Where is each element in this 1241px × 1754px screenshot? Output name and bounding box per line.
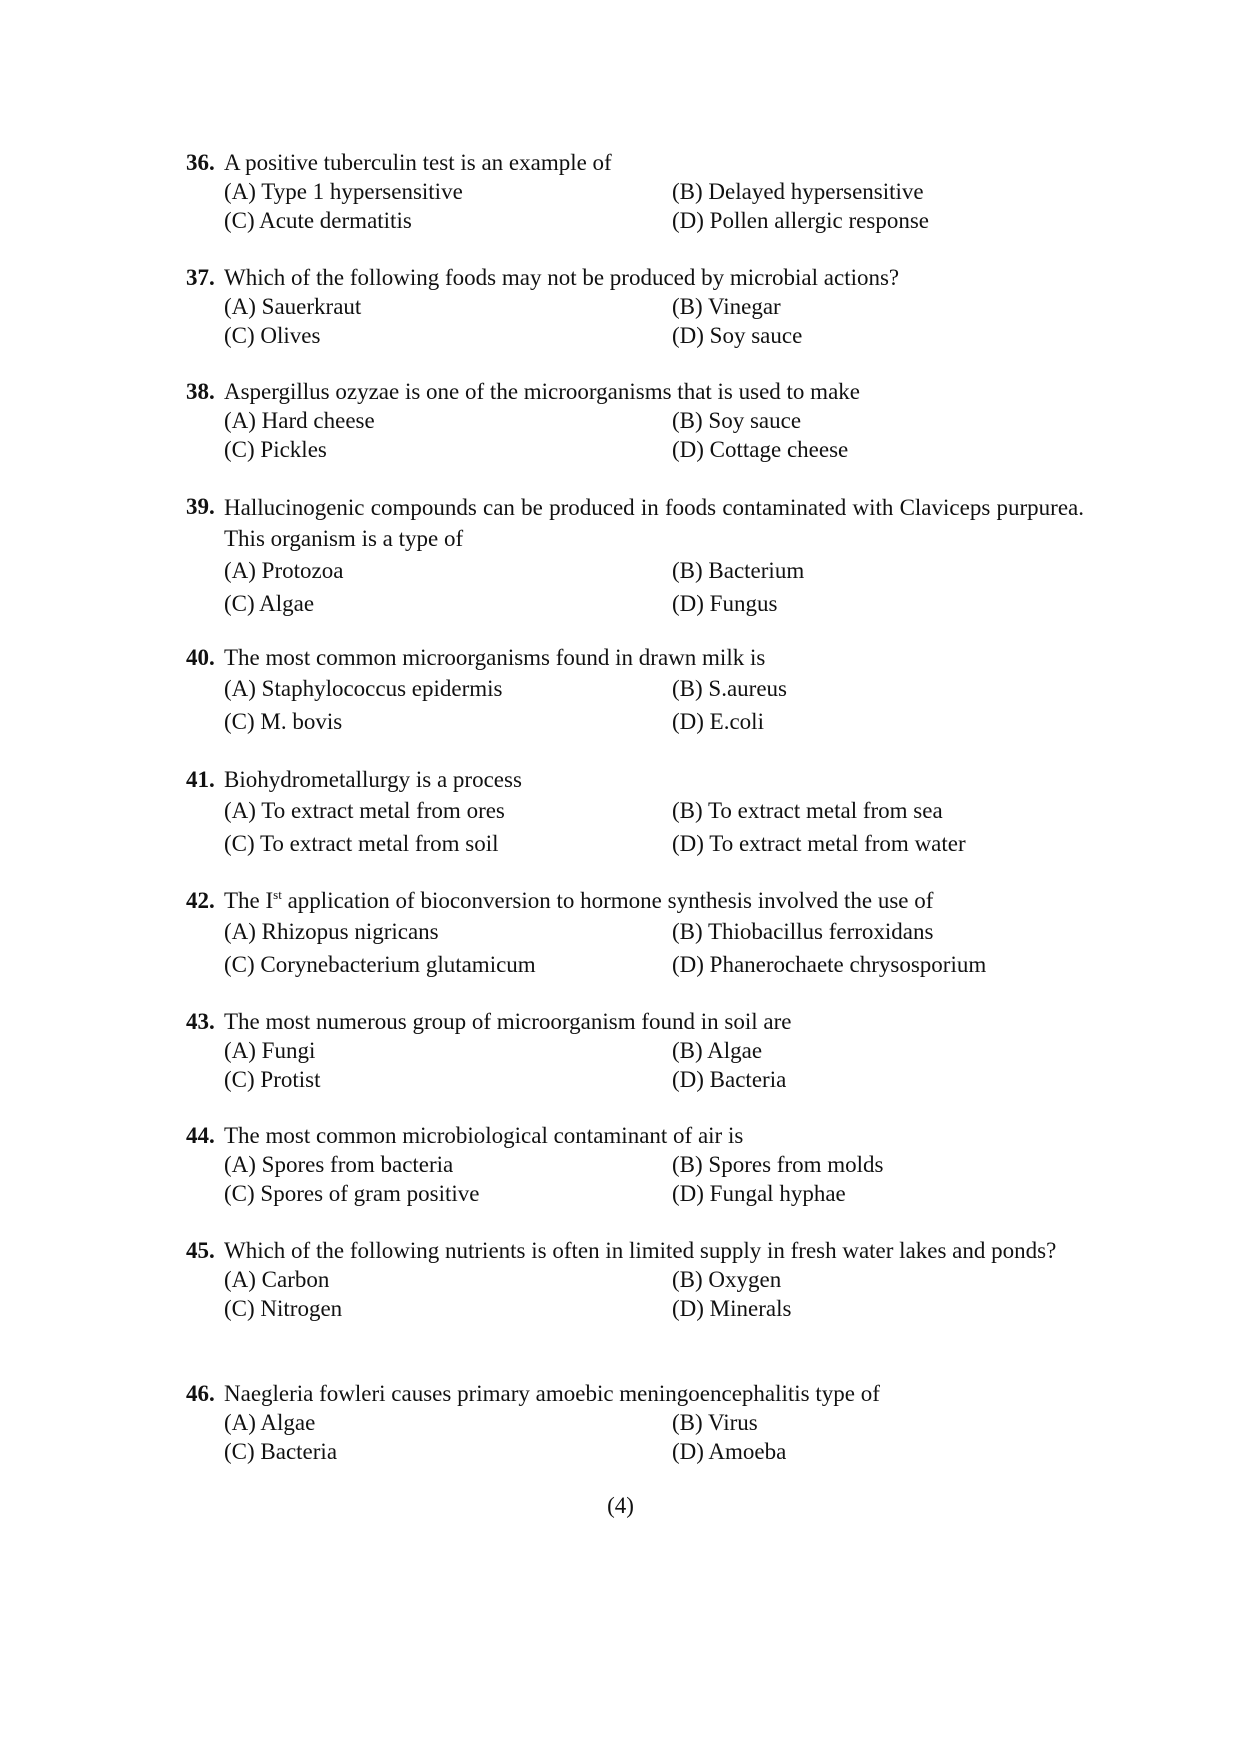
question-text: The most numerous group of microorganism found in soil are [224, 1009, 792, 1034]
question-text: A positive tuberculin test is an example of [224, 150, 612, 175]
option-a: (A) To extract metal from ores [224, 798, 505, 823]
option-b: (B) Thiobacillus ferroxidans [672, 919, 934, 944]
options-grid [224, 1265, 1084, 1323]
question-stem [186, 263, 1084, 292]
option-d: (D) E.coli [672, 709, 764, 734]
options-grid [224, 672, 1084, 738]
question-number: 41. [186, 767, 215, 792]
option-d: (D) Phanerochaete chrysosporium [672, 952, 987, 977]
option-d: (D) Fungus [672, 591, 778, 616]
option-c: (C) To extract metal from soil [224, 831, 499, 856]
question-text-suffix: application of bioconversion to hormone synthesis involved the use of [281, 888, 934, 913]
option-a: (A) Type 1 hypersensitive [224, 179, 463, 204]
option-a: (A) Staphylococcus epidermis [224, 676, 503, 701]
option-c: (C) Spores of gram positive [224, 1181, 480, 1206]
option-d: (D) Bacteria [672, 1067, 787, 1092]
option-b: (B) Soy sauce [672, 408, 802, 433]
options-grid [224, 1036, 1084, 1094]
question-37 [186, 263, 1084, 350]
option-d: (D) Fungal hyphae [672, 1181, 846, 1206]
question-text: Which of the following foods may not be produced by microbial actions? [224, 265, 900, 290]
option-c: (C) Acute dermatitis [224, 208, 412, 233]
option-c: (C) Protist [224, 1067, 321, 1092]
question-stem [186, 377, 1084, 406]
question-41 [186, 765, 1084, 860]
question-stem [186, 1236, 1084, 1265]
question-number: 43. [186, 1009, 215, 1034]
options-grid [224, 177, 1084, 235]
question-38 [186, 377, 1084, 464]
question-text: Naegleria fowleri causes primary amoebic meningoencephalitis type of [224, 1381, 880, 1406]
option-c: (C) Corynebacterium glutamicum [224, 952, 536, 977]
question-44 [186, 1121, 1084, 1208]
question-number: 37. [186, 265, 215, 290]
option-b: (B) Vinegar [672, 294, 781, 319]
option-b: (B) Algae [672, 1038, 763, 1063]
option-a: (A) Rhizopus nigricans [224, 919, 439, 944]
question-36 [186, 148, 1084, 235]
option-d: (D) Cottage cheese [672, 437, 849, 462]
question-number: 38. [186, 379, 215, 404]
option-d: (D) Minerals [672, 1296, 792, 1321]
option-a: (A) Carbon [224, 1267, 330, 1292]
question-text: Hallucinogenic compounds can be produced in foods contaminated with Claviceps purpurea. This organism is a type of [224, 495, 1084, 551]
question-number: 39. [186, 494, 215, 519]
question-text [224, 886, 1084, 915]
option-b: (B) Delayed hypersensitive [672, 179, 924, 204]
question-number: 46. [186, 1381, 215, 1406]
question-number: 40. [186, 645, 215, 670]
option-c: (C) Algae [224, 591, 315, 616]
question-text: The most common microbiological contaminant of air is [224, 1123, 744, 1148]
question-text: Aspergillus ozyzae is one of the microorganisms that is used to make [224, 379, 860, 404]
question-stem [186, 1007, 1084, 1036]
question-40 [186, 643, 1084, 738]
question-46 [186, 1379, 1084, 1466]
option-c: (C) Nitrogen [224, 1296, 343, 1321]
question-text: The most common microorganisms found in drawn milk is [224, 645, 766, 670]
option-c: (C) M. bovis [224, 709, 343, 734]
question-stem [186, 1379, 1084, 1408]
option-a: (A) Spores from bacteria [224, 1152, 454, 1177]
question-stem [186, 886, 1084, 915]
question-number: 42. [186, 888, 215, 913]
option-c: (C) Olives [224, 323, 321, 348]
question-text-prefix: The I [224, 888, 274, 913]
option-a: (A) Algae [224, 1410, 316, 1435]
question-stem [186, 643, 1084, 672]
options-grid [224, 915, 1084, 981]
question-stem [186, 1121, 1084, 1150]
option-b: (B) Oxygen [672, 1267, 782, 1292]
option-a: (A) Sauerkraut [224, 294, 362, 319]
question-number: 45. [186, 1238, 215, 1263]
question-stem [186, 765, 1084, 794]
options-grid [224, 1408, 1084, 1466]
question-43 [186, 1007, 1084, 1094]
option-d: (D) Pollen allergic response [672, 208, 929, 233]
question-39 [186, 492, 1084, 620]
question-text: Biohydrometallurgy is a process [224, 767, 522, 792]
question-number: 44. [186, 1123, 215, 1148]
option-b: (B) To extract metal from sea [672, 798, 943, 823]
option-d: (D) Soy sauce [672, 323, 803, 348]
option-c: (C) Pickles [224, 437, 327, 462]
options-grid [224, 1150, 1084, 1208]
option-d: (D) Amoeba [672, 1439, 787, 1464]
option-a: (A) Protozoa [224, 558, 344, 583]
page-number: (4) [607, 1493, 634, 1518]
question-45 [186, 1236, 1084, 1323]
option-b: (B) Virus [672, 1410, 758, 1435]
question-stem [186, 492, 1084, 554]
option-a: (A) Hard cheese [224, 408, 375, 433]
options-grid [224, 406, 1084, 464]
option-a: (A) Fungi [224, 1038, 316, 1063]
option-b: (B) S.aureus [672, 676, 787, 701]
superscript-ordinal: st [273, 887, 282, 902]
options-grid [224, 292, 1084, 350]
option-c: (C) Bacteria [224, 1439, 338, 1464]
question-stem [186, 148, 1084, 177]
options-grid [224, 794, 1084, 860]
question-text: Which of the following nutrients is often in limited supply in fresh water lakes and ponds? [224, 1238, 1057, 1263]
option-b: (B) Spores from molds [672, 1152, 884, 1177]
question-42 [186, 886, 1084, 981]
question-number: 36. [186, 150, 215, 175]
option-b: (B) Bacterium [672, 558, 805, 583]
options-grid [224, 554, 1084, 620]
option-d: (D) To extract metal from water [672, 831, 966, 856]
